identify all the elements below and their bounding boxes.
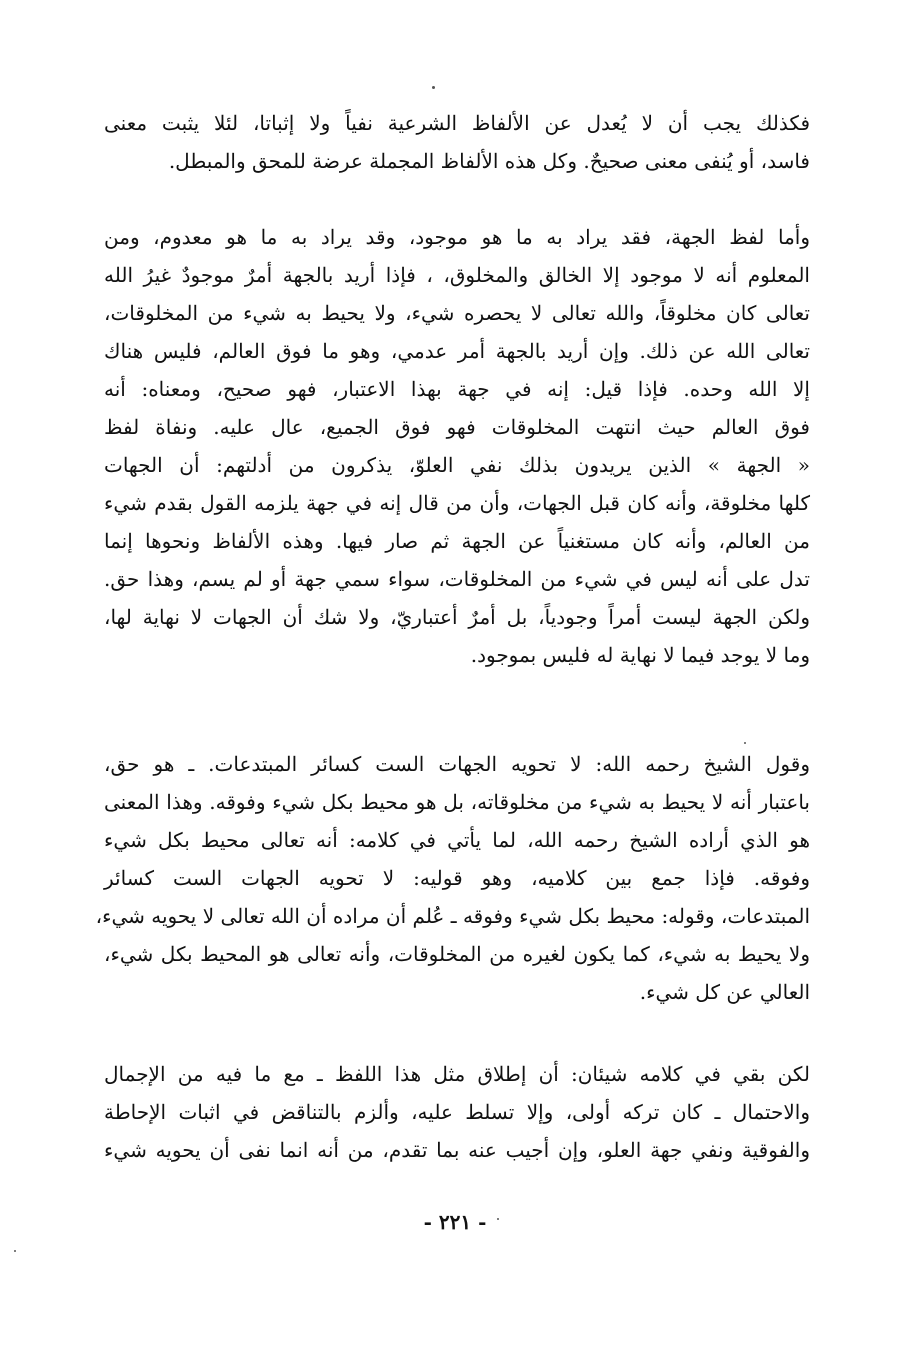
paragraph-line: تعالى الله عن ذلك. وإن أريد بالجهة أمر عدمي، وهو ما فوق العالم، فليس هناك (104, 339, 810, 363)
paragraph-line: لكن بقي في كلامه شيئان: أن إطلاق مثل هذا اللفظ ـ مع ما فيه من الإجمال (104, 1062, 810, 1086)
paragraph-line: وقول الشيخ رحمه الله: لا تحويه الجهات الست كسائر المبتدعات. ـ هو حق، (104, 752, 810, 776)
paragraph-line: كلها مخلوقة، وأنه كان قبل الجهات، وأن من قال إنه في جهة يلزمه القول بقدم شيء (104, 491, 810, 515)
scan-speck-icon (497, 1218, 499, 1220)
paragraph-line: وفوقه. فإذا جمع بين كلاميه، وهو قوليه: لا تحويه الجهات الست كسائر (104, 866, 810, 890)
paragraph-2 (104, 218, 810, 674)
paragraph-1 (104, 104, 810, 180)
paragraph-line: ولا يحيط به شيء، كما يكون لغيره من المخلوقات، وأنه تعالى هو المحيط بكل شيء، (104, 942, 810, 966)
paragraph-line: العالي عن كل شيء. (639, 980, 810, 1004)
scan-speck-icon (14, 1250, 16, 1252)
paragraph-line: هو الذي أراده الشيخ رحمه الله، لما يأتي في كلامه: أنه تعالى محيط بكل شيء (104, 828, 810, 852)
paragraph-line: « الجهة » الذين يريدون بذلك نفي العلوّ، يذكرون من أدلتهم: أن الجهات (104, 453, 810, 477)
paragraph-line: المعلوم أنه لا موجود إلا الخالق والمخلوق، ، فإذا أريد بالجهة أمرٌ موجودٌ غيرُ الله (104, 263, 810, 287)
scan-speck-icon (744, 742, 746, 744)
paragraph-line: وما لا يوجد فيما لا نهاية له فليس بموجود. (470, 643, 810, 667)
paragraph-line: ولكن الجهة ليست أمراً وجودياً، بل أمرٌ أعتباريّ، ولا شك أن الجهات لا نهاية لها، (104, 605, 810, 629)
scan-speck-icon (432, 86, 435, 89)
paragraph-line: فوق العالم حيث انتهت المخلوقات فهو فوق الجميع، عال عليه. ونفاة لفظ (104, 415, 810, 439)
paragraph-4 (104, 1055, 810, 1169)
paragraph-line: فاسد، أو يُنفى معنى صحيحٌ. وكل هذه الألفاظ المجملة عرضة للمحق والمبطل. (168, 149, 810, 173)
paragraph-line: فكذلك يجب أن لا يُعدل عن الألفاظ الشرعية نفياً ولا إثباتا، لئلا يثبت معنى (104, 111, 810, 135)
paragraph-line: إلا الله وحده. فإذا قيل: إنه في جهة بهذا الاعتبار، فهو صحيح، ومعناه: أنه (104, 377, 810, 401)
paragraph-line: والاحتمال ـ كان تركه أولى، وإلا تسلط عليه، وألزم بالتناقض في اثبات الإحاطة (104, 1100, 810, 1124)
paragraph-line: المبتدعات، وقوله: محيط بكل شيء وفوقه ـ عُلم أن مراده أن الله تعالى لا يحويه شيء، (95, 904, 810, 928)
paragraph-line: من العالم، وأنه كان مستغنياً عن الجهة ثم صار فيها. وهذه الألفاظ ونحوها إنما (104, 529, 810, 553)
paragraph-line: تدل على أنه ليس في شيء من المخلوقات، سواء سمي جهة أو لم يسم، وهذا حق. (104, 567, 810, 591)
paragraph-line: تعالى كان مخلوقاً، والله تعالى لا يحصره شيء، ولا يحيط به شيء من المخلوقات، (104, 301, 810, 325)
paragraph-line: باعتبار أنه لا يحيط به شيء من مخلوقاته، بل هو محيط بكل شيء وفوقه. وهذا المعنى (104, 790, 810, 814)
paragraph-line: والفوقية ونفي جهة العلو، وإن أجيب عنه بما تقدم، من أنه انما نفى أن يحويه شيء (104, 1138, 810, 1162)
page-number: - ٢٢١ - (423, 1210, 487, 1234)
paragraph-3 (95, 745, 810, 1011)
paragraph-line: وأما لفظ الجهة، فقد يراد به ما هو موجود، وقد يراد به ما هو معدوم، ومن (104, 225, 810, 249)
